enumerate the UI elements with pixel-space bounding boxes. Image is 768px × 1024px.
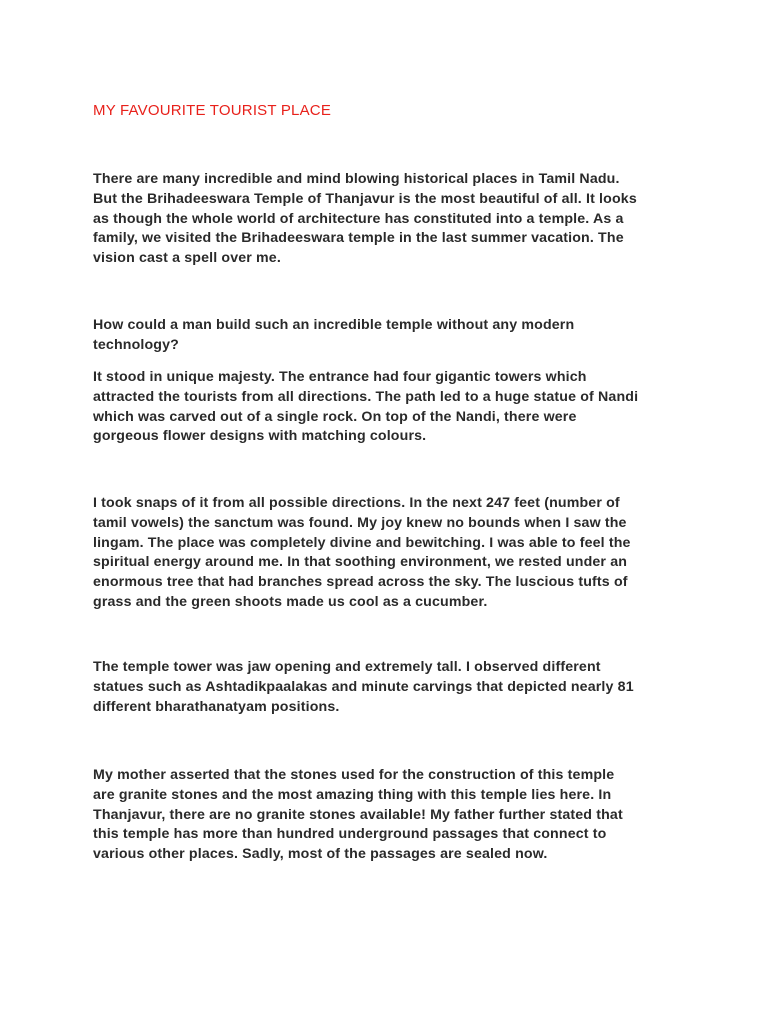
paragraph-line: It stood in unique majesty. The entrance had four gigantic towers which (93, 369, 587, 385)
paragraph-line: this temple has more than hundred underground passages that connect to (93, 826, 607, 843)
paragraph-sanctum (93, 494, 683, 613)
paragraph-line: I took snaps of it from all possible directions. In the next 247 feet (number of (93, 495, 620, 511)
paragraph-line: as though the whole world of architecture has constituted into a temple. As a (93, 210, 624, 227)
paragraph-intro (93, 170, 683, 269)
paragraph-line: Thanjavur, there are no granite stones available! My father further stated that (93, 806, 623, 823)
document-title: MY FAVOURITE TOURIST PLACE (93, 102, 332, 119)
paragraph-line: How could a man build such an incredible temple without any modern (93, 317, 575, 333)
paragraph-line: enormous tree that had branches spread across the sky. The luscious tufts of (93, 574, 628, 591)
paragraph-entrance (93, 368, 683, 447)
paragraph-line: which was carved out of a single rock. On top of the Nandi, there were (93, 408, 577, 425)
paragraph-line: statues such as Ashtadikpaalakas and minute carvings that depicted nearly 81 (93, 678, 634, 695)
paragraph-line: technology? (93, 336, 179, 353)
paragraph-line: are granite stones and the most amazing thing with this temple lies here. In (93, 786, 612, 803)
paragraph-line: lingam. The place was completely divine and bewitching. I was able to feel the (93, 534, 631, 551)
paragraph-line: spiritual energy around me. In that soothing environment, we rested under an (93, 554, 628, 571)
paragraph-line: grass and the green shoots made us cool as a cucumber. (93, 593, 488, 610)
paragraph-line: There are many incredible and mind blowing historical places in Tamil Nadu. (93, 171, 620, 187)
paragraph-line: gorgeous flower designs with matching colours. (93, 428, 427, 445)
paragraph-line: vision cast a spell over me. (93, 250, 281, 267)
paragraph-line: attracted the tourists from all directions. The path led to a huge statue of Nandi (93, 388, 639, 405)
paragraph-line: The temple tower was jaw opening and extremely tall. I observed different (93, 659, 601, 675)
paragraph-line: different bharathanatyam positions. (93, 698, 340, 715)
paragraph-line: My mother asserted that the stones used for the construction of this temple (93, 767, 615, 783)
paragraph-line: family, we visited the Brihadeeswara temple in the last summer vacation. The (93, 230, 624, 247)
paragraph-line: But the Brihadeeswara Temple of Thanjavur is the most beautiful of all. It looks (93, 190, 637, 207)
paragraph-line: various other places. Sadly, most of the passages are sealed now. (93, 846, 548, 863)
paragraph-question (93, 316, 683, 356)
paragraph-line: tamil vowels) the sanctum was found. My joy knew no bounds when I saw the (93, 514, 627, 531)
paragraph-stones (93, 766, 683, 865)
paragraph-tower (93, 658, 683, 717)
